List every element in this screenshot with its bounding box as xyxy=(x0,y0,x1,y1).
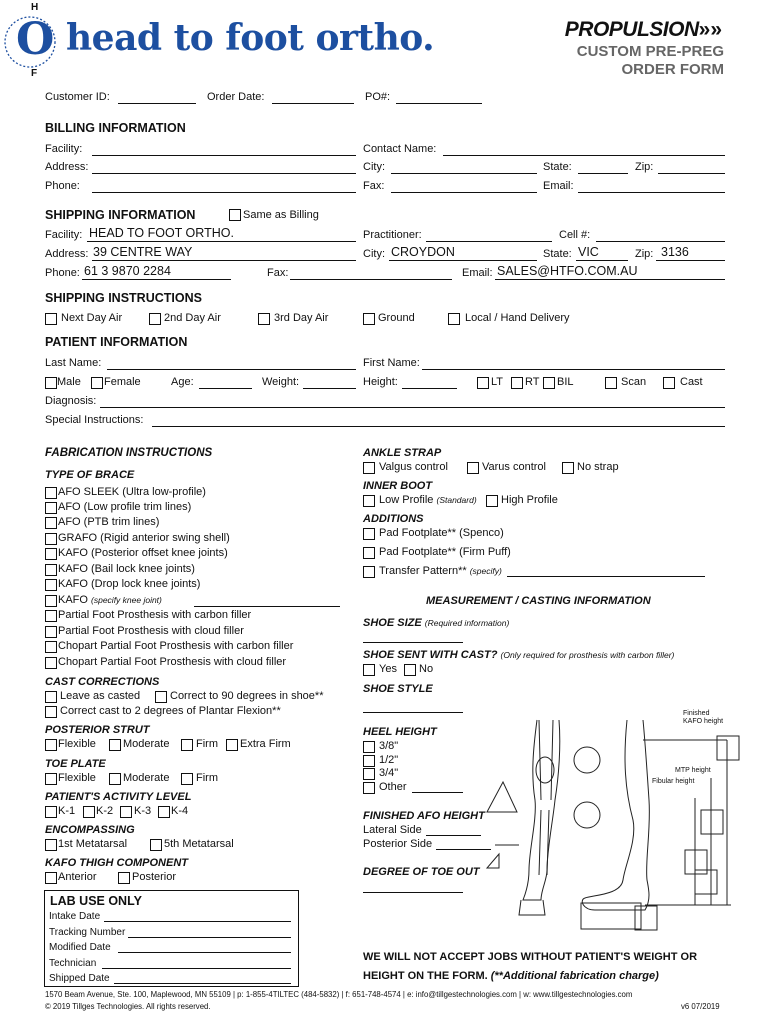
brace-type-checkbox[interactable] xyxy=(45,626,57,638)
brace-type-checkbox[interactable] xyxy=(45,502,57,514)
last-name-label: Last Name: xyxy=(45,357,102,369)
height-field[interactable] xyxy=(402,388,457,389)
modified-date-label: Modified Date xyxy=(49,942,111,953)
heel-other-field[interactable] xyxy=(412,792,463,793)
inner-boot-title: INNER BOOT xyxy=(363,480,433,492)
shoe-sent-no-checkbox[interactable] xyxy=(404,664,416,676)
k3-checkbox[interactable] xyxy=(120,806,132,818)
shipping-zip-value[interactable]: 3136 xyxy=(661,245,689,259)
same-as-billing-checkbox[interactable] xyxy=(229,209,241,221)
brace-type-label xyxy=(58,594,162,607)
weight-height-notice xyxy=(363,948,697,986)
shoe-size-field[interactable] xyxy=(363,642,463,643)
shipping-city-value[interactable]: CROYDON xyxy=(391,245,455,259)
triangle-toe xyxy=(487,854,499,868)
footer-address: 1570 Beam Avenue, Ste. 100, Maplewood, MN 55109 | p: 1-855-4TILTEC (484-5832) | f: 651-748-4574 | e: info@tillgestechnologies.com | w: www.tillgestechnologies.com xyxy=(45,990,633,999)
brace-type-label: Partial Foot Prosthesis with cloud filler xyxy=(58,625,244,637)
intake-date-field[interactable] xyxy=(104,921,291,922)
diagram-mtp-label: MTP height xyxy=(675,767,711,774)
technician-label: Technician xyxy=(49,958,97,969)
high-profile-checkbox[interactable] xyxy=(486,495,498,507)
low-profile-checkbox[interactable] xyxy=(363,495,375,507)
shipping-title: SHIPPING INFORMATION xyxy=(45,208,196,222)
shoe-style-title: SHOE STYLE xyxy=(363,683,433,695)
pad-spenco-label: Pad Footplate** (Spenco) xyxy=(379,527,504,539)
tracking-number-field[interactable] xyxy=(128,937,291,938)
billing-fax-label: Fax: xyxy=(363,180,385,192)
brand-name: PROPULSION xyxy=(564,18,699,41)
circle-ankle xyxy=(574,802,600,828)
heel-3-4-label: 3/4" xyxy=(379,767,399,779)
billing-zip-field[interactable] xyxy=(658,173,725,174)
shipping-state-field[interactable] xyxy=(576,260,628,261)
order-date-label: Order Date: xyxy=(207,91,265,103)
last-name-field[interactable] xyxy=(107,369,356,370)
diagnosis-field[interactable] xyxy=(100,407,725,408)
shoe-size-text: SHOE SIZE xyxy=(363,617,422,629)
strut-extra-firm-checkbox[interactable] xyxy=(226,739,238,751)
shipping-email-field[interactable] xyxy=(495,279,725,280)
shoe-size-note: (Required information) xyxy=(424,618,510,628)
measurement-title: MEASUREMENT / CASTING INFORMATION xyxy=(426,595,651,607)
no-strap-label: No strap xyxy=(577,461,619,473)
brace-type-checkbox[interactable] xyxy=(45,657,57,669)
k2-label: K-2 xyxy=(96,805,114,817)
tracking-number-label: Tracking Number xyxy=(49,927,126,938)
special-instructions-field[interactable] xyxy=(152,426,725,427)
fifth-metatarsal-label: 5th Metatarsal xyxy=(164,838,234,850)
leave-as-casted-label: Leave as casted xyxy=(60,690,141,702)
low-profile-note: (Standard) xyxy=(436,495,477,505)
kafo-thigh-title: KAFO THIGH COMPONENT xyxy=(45,857,188,869)
billing-address-label: Address: xyxy=(45,161,89,173)
brace-type-checkbox[interactable] xyxy=(45,610,57,622)
brace-type-label: AFO (Low profile trim lines) xyxy=(58,501,192,513)
shoe-sent-title xyxy=(363,649,674,662)
toe-moderate-checkbox[interactable] xyxy=(109,773,121,785)
triangle-front xyxy=(487,782,517,812)
ground-checkbox[interactable] xyxy=(363,313,375,325)
shipping-zip-field[interactable] xyxy=(656,260,725,261)
transfer-pattern-label xyxy=(379,565,502,578)
toe-out-field[interactable] xyxy=(363,892,463,893)
cell-field[interactable] xyxy=(596,241,725,242)
form-title-line2: ORDER FORM xyxy=(621,61,724,78)
leave-as-casted-checkbox[interactable] xyxy=(45,691,57,703)
toe-flexible-checkbox[interactable] xyxy=(45,773,57,785)
billing-email-label: Email: xyxy=(543,180,574,192)
type-of-brace-title: TYPE OF BRACE xyxy=(45,469,135,481)
kafo-knee-joint-field[interactable] xyxy=(194,606,340,607)
diagram-finished-label: Finished xyxy=(683,710,710,717)
shipping-phone-field[interactable] xyxy=(82,279,231,280)
logo-f: F xyxy=(31,68,38,79)
lt-label: LT xyxy=(491,376,504,388)
shoe-sent-yes-checkbox[interactable] xyxy=(363,664,375,676)
lt-checkbox[interactable] xyxy=(477,377,489,389)
shipping-fax-field[interactable] xyxy=(290,279,452,280)
additions-title: ADDITIONS xyxy=(363,513,424,525)
billing-email-field[interactable] xyxy=(578,192,725,193)
brace-type-label: Chopart Partial Foot Prosthesis with carbon filler xyxy=(58,640,294,652)
toe-firm-label: Firm xyxy=(196,772,218,784)
billing-title: BILLING INFORMATION xyxy=(45,121,186,135)
logo-o: O xyxy=(16,14,55,65)
brace-type-label: Chopart Partial Foot Prosthesis with cloud filler xyxy=(58,656,287,668)
third-day-air-checkbox[interactable] xyxy=(258,313,270,325)
brace-type-label: AFO SLEEK (Ultra low-profile) xyxy=(58,486,206,498)
correct-90-checkbox[interactable] xyxy=(155,691,167,703)
brace-type-checkbox[interactable] xyxy=(45,564,57,576)
thigh-posterior-label: Posterior xyxy=(132,871,177,883)
footer-copyright: © 2019 Tillges Technologies. All rights reserved. xyxy=(45,1002,211,1011)
billing-city-label: City: xyxy=(363,161,385,173)
notice-line2 xyxy=(363,967,697,986)
first-name-label: First Name: xyxy=(363,357,420,369)
shipping-phone-value[interactable]: 61 3 9870 2284 xyxy=(84,264,171,278)
correct-plantar-label: Correct cast to 2 degrees of Plantar Flexion** xyxy=(60,705,281,717)
shipped-date-field[interactable] xyxy=(114,983,291,984)
age-label: Age: xyxy=(171,376,194,388)
shipped-date-label: Shipped Date xyxy=(49,973,110,984)
billing-facility-label: Facility: xyxy=(45,143,83,155)
form-title-line1: CUSTOM PRE-PREG xyxy=(576,43,724,60)
customer-id-label: Customer ID: xyxy=(45,91,110,103)
rt-label: RT xyxy=(525,376,540,388)
transfer-pattern-note: (specify) xyxy=(469,566,502,576)
intake-date-label: Intake Date xyxy=(49,911,101,922)
cell-label: Cell #: xyxy=(559,229,591,241)
transfer-pattern-checkbox[interactable] xyxy=(363,566,375,578)
billing-state-label: State: xyxy=(543,161,572,173)
shipping-email-label: Email: xyxy=(462,267,493,279)
first-metatarsal-label: 1st Metatarsal xyxy=(58,838,128,850)
toe-moderate-label: Moderate xyxy=(123,772,170,784)
varus-control-checkbox[interactable] xyxy=(467,462,479,474)
heel-3-8-checkbox[interactable] xyxy=(363,741,375,753)
cast-corrections-title: CAST CORRECTIONS xyxy=(45,676,160,688)
shipping-address-value[interactable]: 39 CENTRE WAY xyxy=(93,245,193,259)
circle-knee xyxy=(574,747,600,773)
footer-version: v6 07/2019 xyxy=(681,1002,720,1011)
brand-arrows-icon: »» xyxy=(698,18,722,41)
shipping-email-value[interactable]: SALES@HTFO.COM.AU xyxy=(497,264,638,278)
local-delivery-label: Local / Hand Delivery xyxy=(465,312,570,324)
thigh-anterior-checkbox[interactable] xyxy=(45,872,57,884)
front-foot xyxy=(519,900,545,915)
cast-checkbox[interactable] xyxy=(663,377,675,389)
propulsion-brand xyxy=(565,18,722,42)
heel-other-label: Other xyxy=(379,781,407,793)
brace-type-checkbox[interactable] xyxy=(45,641,57,653)
fifth-metatarsal-checkbox[interactable] xyxy=(150,839,162,851)
heel-height-title: HEEL HEIGHT xyxy=(363,726,437,738)
notice-line2-note: (**Additional fabrication charge) xyxy=(490,970,659,982)
female-label: Female xyxy=(104,376,141,388)
shipping-state-label: State: xyxy=(543,248,572,260)
shoe-sent-note: (Only required for prosthesis with carbon filler) xyxy=(500,650,675,660)
shipping-facility-value[interactable]: HEAD TO FOOT ORTHO. xyxy=(89,226,234,240)
diagnosis-label: Diagnosis: xyxy=(45,395,97,407)
shoe-sent-yes-label: Yes xyxy=(379,663,397,675)
k2-checkbox[interactable] xyxy=(83,806,95,818)
heel-3-4-checkbox[interactable] xyxy=(363,768,375,780)
transfer-pattern-field[interactable] xyxy=(507,576,705,577)
brace-type-checkbox[interactable] xyxy=(45,487,57,499)
brace-type-label: KAFO (Posterior offset knee joints) xyxy=(58,547,228,559)
pad-spenco-checkbox[interactable] xyxy=(363,528,375,540)
billing-phone-field[interactable] xyxy=(92,192,356,193)
brace-type-checkbox[interactable] xyxy=(45,533,57,545)
front-leg-bone xyxy=(539,720,553,875)
bil-label: BIL xyxy=(557,376,574,388)
po-label: PO#: xyxy=(365,91,391,103)
billing-contact-label: Contact Name: xyxy=(363,143,437,155)
practitioner-label: Practitioner: xyxy=(363,229,422,241)
brace-type-checkbox[interactable] xyxy=(45,579,57,591)
billing-contact-field[interactable] xyxy=(443,155,725,156)
pad-firm-puff-label: Pad Footplate** (Firm Puff) xyxy=(379,546,511,558)
cast-label: Cast xyxy=(680,376,703,388)
brace-type-label: GRAFO (Rigid anterior swing shell) xyxy=(58,532,230,544)
next-day-air-checkbox[interactable] xyxy=(45,313,57,325)
toe-plate-title: TOE PLATE xyxy=(45,758,106,770)
second-day-air-label: 2nd Day Air xyxy=(164,312,221,324)
special-instructions-label: Special Instructions: xyxy=(45,414,144,426)
modified-date-field[interactable] xyxy=(118,952,291,953)
valgus-control-label: Valgus control xyxy=(379,461,448,473)
transfer-pattern-text: Transfer Pattern** xyxy=(379,565,467,577)
third-day-air-label: 3rd Day Air xyxy=(274,312,329,324)
toe-flexible-label: Flexible xyxy=(58,772,96,784)
first-metatarsal-checkbox[interactable] xyxy=(45,839,57,851)
shipping-city-label: City: xyxy=(363,248,385,260)
shoe-style-field[interactable] xyxy=(363,712,463,713)
practitioner-field[interactable] xyxy=(426,241,552,242)
strut-firm-label: Firm xyxy=(196,738,218,750)
box-toe-out xyxy=(581,903,641,929)
strut-flexible-label: Flexible xyxy=(58,738,96,750)
diagram-fibular-label: Fibular height xyxy=(652,778,695,785)
billing-address-field[interactable] xyxy=(92,173,356,174)
diagram-kafo-label: KAFO height xyxy=(683,718,724,725)
heel-1-2-label: 1/2" xyxy=(379,754,399,766)
form-title xyxy=(577,43,724,79)
shoe-size-title xyxy=(363,617,509,630)
toe-firm-checkbox[interactable] xyxy=(181,773,193,785)
shipping-address-label: Address: xyxy=(45,248,89,260)
shoe-sent-text: SHOE SENT WITH CAST? xyxy=(363,649,498,661)
strut-firm-checkbox[interactable] xyxy=(181,739,193,751)
billing-state-field[interactable] xyxy=(578,173,628,174)
technician-field[interactable] xyxy=(102,968,291,969)
activity-level-title: PATIENT'S ACTIVITY LEVEL xyxy=(45,791,192,803)
shoe-sent-no-label: No xyxy=(419,663,434,675)
heel-1-2-checkbox[interactable] xyxy=(363,755,375,767)
heel-other-checkbox[interactable] xyxy=(363,782,375,794)
notice-line1: WE WILL NOT ACCEPT JOBS WITHOUT PATIENT'S WEIGHT OR xyxy=(363,951,698,963)
age-field[interactable] xyxy=(199,388,252,389)
brace-type-label: Partial Foot Prosthesis with carbon filler xyxy=(58,609,252,621)
shipping-zip-label: Zip: xyxy=(635,248,654,260)
customer-id-field[interactable] xyxy=(118,103,196,104)
k1-checkbox[interactable] xyxy=(45,806,57,818)
company-name: head to foot ortho. xyxy=(66,17,435,59)
same-as-billing-label: Same as Billing xyxy=(243,209,319,221)
first-name-field[interactable] xyxy=(422,369,725,370)
shipping-instructions-title: SHIPPING INSTRUCTIONS xyxy=(45,291,202,305)
high-profile-label: High Profile xyxy=(501,494,558,506)
scan-label: Scan xyxy=(621,376,647,388)
correct-plantar-checkbox[interactable] xyxy=(45,706,57,718)
low-profile-label xyxy=(379,494,477,507)
order-date-field[interactable] xyxy=(272,103,354,104)
posterior-strut-title: POSTERIOR STRUT xyxy=(45,724,150,736)
billing-city-field[interactable] xyxy=(391,173,537,174)
thigh-anterior-label: Anterior xyxy=(58,871,97,883)
front-leg-outline xyxy=(523,720,560,900)
lateral-side-field[interactable] xyxy=(426,835,481,836)
brace-type-label: KAFO (Bail lock knee joints) xyxy=(58,563,195,575)
box-mtp-height xyxy=(701,810,723,834)
strut-moderate-label: Moderate xyxy=(123,738,170,750)
valgus-control-checkbox[interactable] xyxy=(363,462,375,474)
brace-type-label: KAFO (Drop lock knee joints) xyxy=(58,578,201,590)
male-label: Male xyxy=(57,376,81,388)
shipping-state-value[interactable]: VIC xyxy=(578,245,599,259)
low-profile-text: Low Profile xyxy=(379,494,434,506)
logo-h: H xyxy=(31,2,39,13)
strut-moderate-checkbox[interactable] xyxy=(109,739,121,751)
female-checkbox[interactable] xyxy=(91,377,103,389)
bil-checkbox[interactable] xyxy=(543,377,555,389)
kafo-note: (specify knee joint) xyxy=(91,595,162,605)
scan-checkbox[interactable] xyxy=(605,377,617,389)
shipping-facility-field[interactable] xyxy=(87,241,356,242)
logo xyxy=(4,2,64,82)
strut-extra-firm-label: Extra Firm xyxy=(240,738,291,750)
rt-checkbox[interactable] xyxy=(511,377,523,389)
male-checkbox[interactable] xyxy=(45,377,57,389)
lateral-side-label: Lateral Side xyxy=(363,824,422,836)
shipping-phone-label: Phone: xyxy=(45,267,80,279)
no-strap-checkbox[interactable] xyxy=(562,462,574,474)
brace-type-checkbox[interactable] xyxy=(45,595,57,607)
leg-measurement-diagram xyxy=(475,700,765,935)
notice-line2-text: HEIGHT ON THE FORM. xyxy=(363,970,488,982)
k4-checkbox[interactable] xyxy=(158,806,170,818)
strut-flexible-checkbox[interactable] xyxy=(45,739,57,751)
billing-phone-label: Phone: xyxy=(45,180,80,192)
billing-facility-field[interactable] xyxy=(92,155,356,156)
posterior-side-label: Posterior Side xyxy=(363,838,433,850)
encompassing-title: ENCOMPASSING xyxy=(45,824,135,836)
second-day-air-checkbox[interactable] xyxy=(149,313,161,325)
k3-label: K-3 xyxy=(134,805,152,817)
po-field[interactable] xyxy=(396,103,482,104)
weight-field[interactable] xyxy=(303,388,356,389)
billing-zip-label: Zip: xyxy=(635,161,654,173)
kafo-label: KAFO xyxy=(58,594,88,606)
fabrication-title: FABRICATION INSTRUCTIONS xyxy=(45,447,213,459)
height-label: Height: xyxy=(363,376,398,388)
finished-afo-height-title: FINISHED AFO HEIGHT xyxy=(363,810,485,822)
brace-type-checkbox[interactable] xyxy=(45,548,57,560)
heel-3-8-label: 3/8" xyxy=(379,740,399,752)
thigh-posterior-checkbox[interactable] xyxy=(118,872,130,884)
pad-firm-puff-checkbox[interactable] xyxy=(363,547,375,559)
local-delivery-checkbox[interactable] xyxy=(448,313,460,325)
k4-label: K-4 xyxy=(171,805,189,817)
weight-label: Weight: xyxy=(262,376,300,388)
correct-90-label: Correct to 90 degrees in shoe** xyxy=(170,690,324,702)
varus-control-label: Varus control xyxy=(482,461,546,473)
next-day-air-label: Next Day Air xyxy=(61,312,123,324)
shipping-address-field[interactable] xyxy=(92,260,356,261)
brace-type-label: AFO (PTB trim lines) xyxy=(58,516,160,528)
patient-title: PATIENT INFORMATION xyxy=(45,335,188,349)
shipping-city-field[interactable] xyxy=(389,260,537,261)
billing-fax-field[interactable] xyxy=(391,192,537,193)
shipping-facility-label: Facility: xyxy=(45,229,83,241)
ankle-strap-title: ANKLE STRAP xyxy=(363,447,442,459)
shipping-fax-label: Fax: xyxy=(267,267,289,279)
toe-out-title: DEGREE OF TOE OUT xyxy=(363,866,480,878)
brace-type-checkbox[interactable] xyxy=(45,517,57,529)
ground-label: Ground xyxy=(378,312,415,324)
lab-use-title: LAB USE ONLY xyxy=(50,894,142,908)
k1-label: K-1 xyxy=(58,805,76,817)
